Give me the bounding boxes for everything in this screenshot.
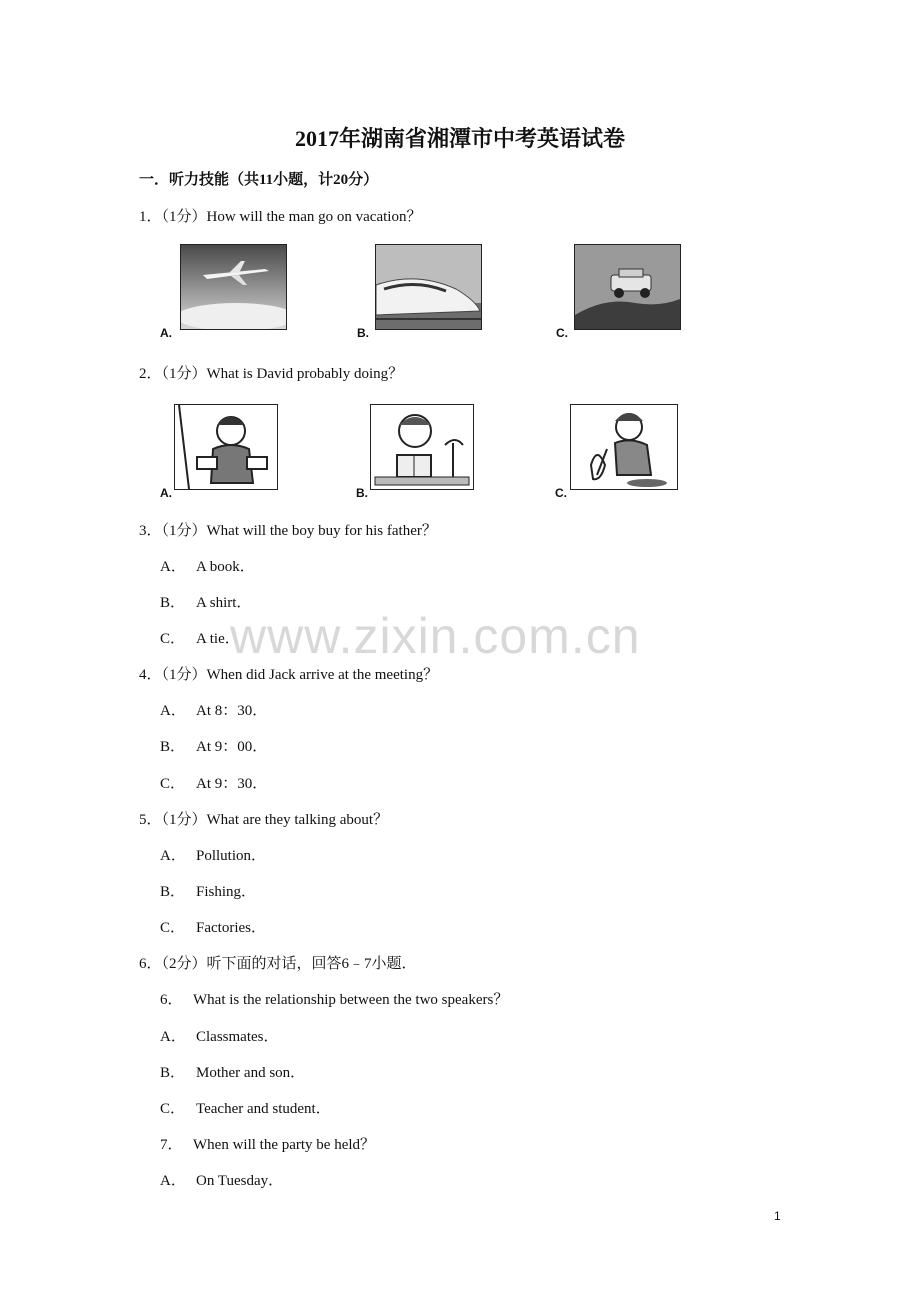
- option-a: [160, 699, 267, 720]
- question-1-pictures: [160, 244, 700, 340]
- option-text: A tie．: [196, 631, 240, 647]
- section-heading: 一．听力技能（共11小题，计20分）: [139, 172, 379, 188]
- sub-question-7: [160, 1133, 375, 1154]
- page-number: 1: [774, 1209, 781, 1223]
- airplane-picture: [180, 244, 287, 330]
- option-letter: B．: [160, 739, 186, 755]
- option-text: On Tuesday．: [196, 1173, 284, 1189]
- option-letter: A．: [160, 703, 186, 719]
- picture-label-b: B.: [357, 326, 369, 340]
- sub-question-text: When will the party be held？: [193, 1137, 376, 1153]
- option-letter: B．: [160, 595, 186, 611]
- question-5: 5．（1分）What are they talking about？: [139, 812, 389, 828]
- sub-question-number: 6．: [160, 992, 183, 1008]
- picture-label-a: A.: [160, 486, 172, 500]
- watermark: www.zixin.com.cn: [230, 608, 641, 664]
- question-6: 6．（2分）听下面的对话，回答6﹣7小题．: [139, 956, 417, 972]
- option-a: [160, 555, 255, 576]
- option-text: At 9：00．: [196, 739, 268, 755]
- option-letter: A．: [160, 1029, 186, 1045]
- option-letter: C．: [160, 1101, 186, 1117]
- option-letter: B．: [160, 884, 186, 900]
- option-text: A book．: [196, 559, 255, 575]
- question-3: 3．（1分）What will the boy buy for his father？: [139, 523, 437, 539]
- option-letter: A．: [160, 1173, 186, 1189]
- option-text: Teacher and student．: [196, 1101, 331, 1117]
- option-text: Classmates．: [196, 1029, 279, 1045]
- option-c: [160, 627, 240, 648]
- option-text: At 9：30．: [196, 776, 268, 792]
- option-letter: C．: [160, 631, 186, 647]
- option-text: At 8：30．: [196, 703, 268, 719]
- option-letter: C．: [160, 920, 186, 936]
- boy-reading-picture: [370, 404, 474, 490]
- option-c: [160, 1097, 331, 1118]
- option-c: [160, 916, 266, 937]
- option-b: [160, 880, 256, 901]
- option-b: [160, 735, 267, 756]
- option-text: Pollution．: [196, 848, 267, 864]
- picture-label-c: C.: [555, 486, 567, 500]
- boy-climbing-picture: [174, 404, 278, 490]
- picture-label-b: B.: [356, 486, 368, 500]
- boy-gardening-picture: [570, 404, 678, 490]
- option-text: Factories．: [196, 920, 266, 936]
- option-text: Fishing．: [196, 884, 257, 900]
- question-2: 2．（1分）What is David probably doing？: [139, 366, 404, 382]
- train-picture: [375, 244, 482, 330]
- option-a: [160, 1169, 283, 1190]
- sub-question-number: 7．: [160, 1137, 183, 1153]
- option-b: [160, 1061, 305, 1082]
- question-1: 1．（1分）How will the man go on vacation？: [139, 209, 422, 225]
- option-letter: A．: [160, 559, 186, 575]
- option-a: [160, 844, 266, 865]
- option-letter: B．: [160, 1065, 186, 1081]
- option-c: [160, 772, 267, 793]
- option-a: [160, 1025, 279, 1046]
- sub-question-text: What is the relationship between the two speakers？: [193, 992, 509, 1008]
- option-text: Mother and son．: [196, 1065, 306, 1081]
- sub-question-6: [160, 988, 508, 1009]
- question-4: 4．（1分）When did Jack arrive at the meeting？: [139, 667, 439, 683]
- option-text: A shirt．: [196, 595, 252, 611]
- picture-label-a: A.: [160, 326, 172, 340]
- option-letter: C．: [160, 776, 186, 792]
- option-letter: A．: [160, 848, 186, 864]
- car-picture: [574, 244, 681, 330]
- page-title: 2017年湖南省湘潭市中考英语试卷: [294, 126, 625, 151]
- question-2-pictures: [160, 404, 700, 500]
- picture-label-c: C.: [556, 326, 568, 340]
